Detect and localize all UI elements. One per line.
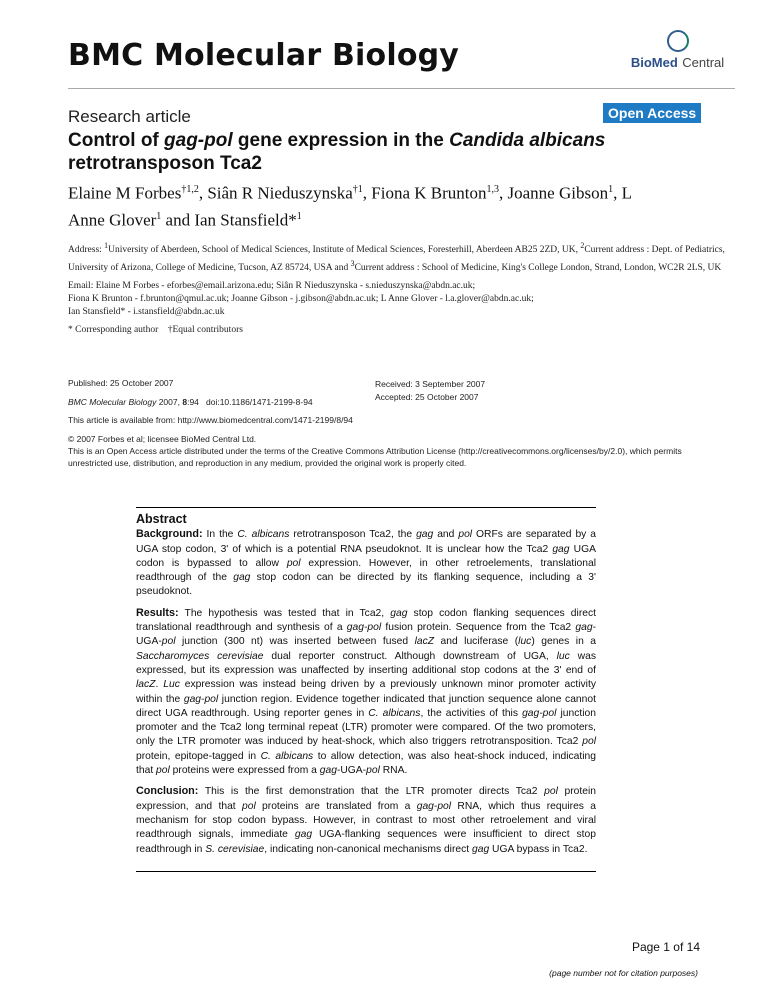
- author-emails: [68, 280, 728, 319]
- text-run: and: [433, 529, 459, 541]
- section-label: Results:: [136, 606, 179, 619]
- text-run: gag-pol: [416, 800, 452, 812]
- text-run: retrotransposon Tca2, the: [289, 529, 417, 541]
- text-run: protein expression, and that: [136, 786, 596, 812]
- text-run: luc: [518, 636, 532, 648]
- text-run: ), which permits unrestricted use, distribution, and reproduction in any medium, provided the original work is properly cited.: [68, 446, 682, 468]
- superscript: †1: [352, 184, 363, 195]
- text-run: lacZ: [414, 636, 435, 648]
- superscript: 2: [580, 241, 585, 250]
- text-run: gag: [390, 607, 408, 619]
- text-run: stop codon can be directed by its flanking sequence, including a 3' pseudoknot.: [136, 572, 596, 598]
- superscript: †1,2: [181, 184, 199, 195]
- text-run: S. cerevisiae: [205, 843, 265, 855]
- text-run: In the: [202, 529, 238, 541]
- text-run: expression was instead being driven by a previously unknown minor promoter activity within the: [136, 679, 596, 705]
- accepted-date: Accepted: 25 October 2007: [375, 392, 479, 402]
- text-run: gag-pol: [183, 693, 219, 705]
- citation-doi: doi:10.1186/1471-2199-8-94: [198, 397, 313, 407]
- text-run: University of Aberdeen, School of Medical Sciences, Institute of Medical Sciences, Foresterhill, Aberdeen AB25 2ZD, UK,: [108, 245, 581, 256]
- text-run: The hypothesis was tested that in Tca2,: [178, 607, 391, 619]
- text-run: stop codon flanking sequences direct translational readthrough and synthesis of a: [136, 607, 596, 634]
- section-label: Conclusion:: [136, 785, 199, 798]
- text-run: proteins are translated from a: [255, 800, 417, 812]
- open-access-badge: Open Access: [603, 103, 701, 123]
- text-run: C. albicans: [237, 529, 290, 541]
- text-run: gag: [472, 843, 490, 855]
- superscript: 1,3: [486, 184, 499, 195]
- text-run: gag: [416, 529, 434, 541]
- text-run: and Ian Stansfield*: [161, 210, 297, 230]
- text-run: protein, epitope-tagged in: [136, 750, 261, 762]
- text-run: Elaine M Forbes: [68, 183, 182, 203]
- article-type: Research article: [68, 107, 191, 126]
- logo-brand-bold: BioMed: [630, 55, 678, 70]
- copyright: © 2007 Forbes et al; licensee BioMed Central Ltd.: [68, 434, 257, 444]
- author-list: [68, 178, 658, 231]
- text-run: gag: [233, 572, 251, 584]
- logo-brand-light: Central: [682, 55, 725, 70]
- page-number-note: (page number not for citation purposes): [549, 968, 698, 978]
- text-run: pol: [156, 765, 170, 777]
- biomed-central-logo[interactable]: [610, 30, 745, 72]
- text-run: to allow detection, was also heat-shock induced, indicating that: [136, 750, 596, 777]
- text-run: fusion protein. Sequence from the Tca2: [381, 622, 576, 634]
- header-divider: [68, 88, 735, 89]
- abstract-heading: Abstract: [136, 512, 187, 526]
- article-title: [68, 129, 628, 175]
- text-run: , Joanne Gibson: [499, 183, 609, 203]
- text-run: expression. However, in other retroelements, translational readthrough of the: [136, 557, 596, 584]
- text-run: pol: [366, 765, 380, 777]
- text-run: Luc: [163, 679, 180, 691]
- text-run: junction (300 nt) was inserted between fused: [175, 636, 415, 648]
- text-run: , the activities of this: [420, 707, 523, 719]
- text-run: pol: [161, 636, 176, 648]
- text-run: This is the first demonstration that the LTR promoter directs Tca2: [198, 786, 545, 798]
- email-line: Ian Stansfield* - i.stansfield@abdn.ac.uk: [68, 307, 225, 317]
- text-run: UGA bypass in Tca2.: [489, 843, 588, 855]
- text-run: .: [155, 679, 164, 691]
- text-run: gag: [294, 829, 313, 841]
- abstract-box: [136, 507, 596, 872]
- superscript: 1: [608, 184, 614, 195]
- text-run: Saccharomyces cerevisiae: [136, 650, 264, 662]
- text-run: , L Anne Glover: [68, 183, 632, 230]
- text-run: gag: [552, 543, 570, 555]
- abstract-results: [136, 606, 596, 779]
- text-run: pol: [544, 786, 558, 798]
- text-run: gag-pol: [346, 622, 382, 634]
- citation-pages: :94: [187, 397, 199, 407]
- text-run: This is an Open Access article distributed under the terms of the Creative Commons Attribution License (: [68, 446, 462, 456]
- corresponding-note: * Corresponding author †Equal contributors: [68, 325, 243, 335]
- received-date: Received: 3 September 2007: [375, 379, 486, 389]
- logo-ring-icon: [667, 30, 689, 52]
- text-run: ORFs are separated by a UGA stop codon, 3' of which is a potential RNA pseudoknot. It is unclear how the Tca2: [136, 529, 597, 555]
- license-text: [68, 445, 728, 469]
- email-line: Fiona K Brunton - f.brunton@qmul.ac.uk; Joanne Gibson - j.gibson@abdn.ac.uk; L Anne Glover - l.a.glover@abdn.ac.uk;: [68, 294, 534, 304]
- abstract-conclusion: [136, 784, 596, 856]
- citation-volume: 8: [182, 397, 188, 407]
- text-run: junction promoter and the Tca2 long terminal repeat (LTR) promoter were compared. Of the two promoters, only the LTR promoter was induced by heat-shock, which also triggers retrotransposition. Tca2: [136, 707, 597, 748]
- text-run: gag: [575, 622, 593, 634]
- text-run: Current address : School of Medicine, King's College London, Strand, London, WC2R 2LS, UK: [354, 263, 722, 274]
- text-run: gag-pol: [164, 130, 233, 151]
- copyright-block: [68, 433, 728, 469]
- text-run: Control of: [68, 130, 165, 151]
- abstract-background: [136, 527, 596, 599]
- superscript: 1: [296, 210, 302, 222]
- text-run: RNA.: [379, 765, 408, 777]
- text-run: UGA-flanking sequences were insufficient to direct stop readthrough in: [136, 829, 596, 855]
- text-run: pol: [241, 800, 256, 812]
- text-run: gene expression in the: [232, 130, 450, 151]
- text-run: dual reporter construct. Although downstream of UGA,: [263, 650, 557, 662]
- text-run: C. albicans: [260, 750, 314, 762]
- email-line: Email: Elaine M Forbes - eforbes@email.arizona.edu; Siân R Nieduszynska - s.nieduszynska@abdn.ac.uk;: [68, 281, 476, 291]
- journal-title: BMC Molecular Biology: [68, 38, 460, 73]
- section-label: Background:: [136, 528, 203, 541]
- text-run: UGA codon is bypassed to allow: [136, 543, 596, 569]
- superscript: 1: [156, 210, 162, 222]
- text-run: RNA, which thus requires a mechanism for stop codon bypass. However, in contrast to most other retroelement and viral readthrough signals, immediate: [136, 800, 596, 841]
- text-run: , indicating non-canonical mechanisms direct: [264, 843, 472, 855]
- citation: [68, 397, 313, 407]
- text-run: retrotransposon Tca2: [68, 153, 262, 174]
- author-addresses: [68, 239, 728, 275]
- text-run: pol: [582, 736, 596, 748]
- text-run: luc: [556, 650, 570, 662]
- text-run: gag-pol: [522, 707, 557, 719]
- dates: [375, 378, 485, 404]
- text-run: gag: [319, 765, 337, 777]
- text-run: Current address : Dept. of Pediatrics, University of Arizona, College of Medicine, Tucson, AZ 85724, USA and: [68, 245, 725, 274]
- citation-year: 2007,: [156, 397, 183, 407]
- page-number: Page 1 of 14: [631, 940, 700, 954]
- text-run: and luciferase (: [434, 636, 519, 648]
- availability-url: This article is available from: http://www.biomedcentral.com/1471-2199/8/94: [68, 415, 353, 425]
- text-run: ) genes in a: [531, 636, 597, 648]
- superscript: 3: [350, 259, 355, 269]
- text-run: pol: [286, 557, 301, 569]
- text-run: -UGA-: [136, 622, 596, 648]
- text-run: proteins were expressed from a: [169, 765, 320, 777]
- published-date: Published: 25 October 2007: [68, 378, 174, 388]
- text-run: lacZ: [136, 679, 156, 691]
- text-run: Address:: [68, 245, 105, 256]
- text-run: junction region. Evidence together indicated that junction sequence alone cannot direct UGA readthrough. Using reporter genes in: [136, 693, 596, 719]
- text-run: C. albicans: [368, 707, 421, 719]
- text-run: Candida albicans: [449, 130, 606, 151]
- text-run: pol: [458, 529, 473, 541]
- citation-journal: BMC Molecular Biology: [68, 397, 157, 407]
- license-link[interactable]: http://creativecommons.org/licenses/by/2.0: [461, 446, 623, 456]
- text-run: , Siân R Nieduszynska: [198, 183, 353, 203]
- text-run: -UGA-: [336, 765, 367, 777]
- text-run: was expressed, but its expression was unaffected by inserting additional stop codons at the 3' end of: [136, 650, 596, 676]
- text-run: , Fiona K Brunton: [362, 183, 487, 203]
- superscript: 1: [104, 241, 109, 250]
